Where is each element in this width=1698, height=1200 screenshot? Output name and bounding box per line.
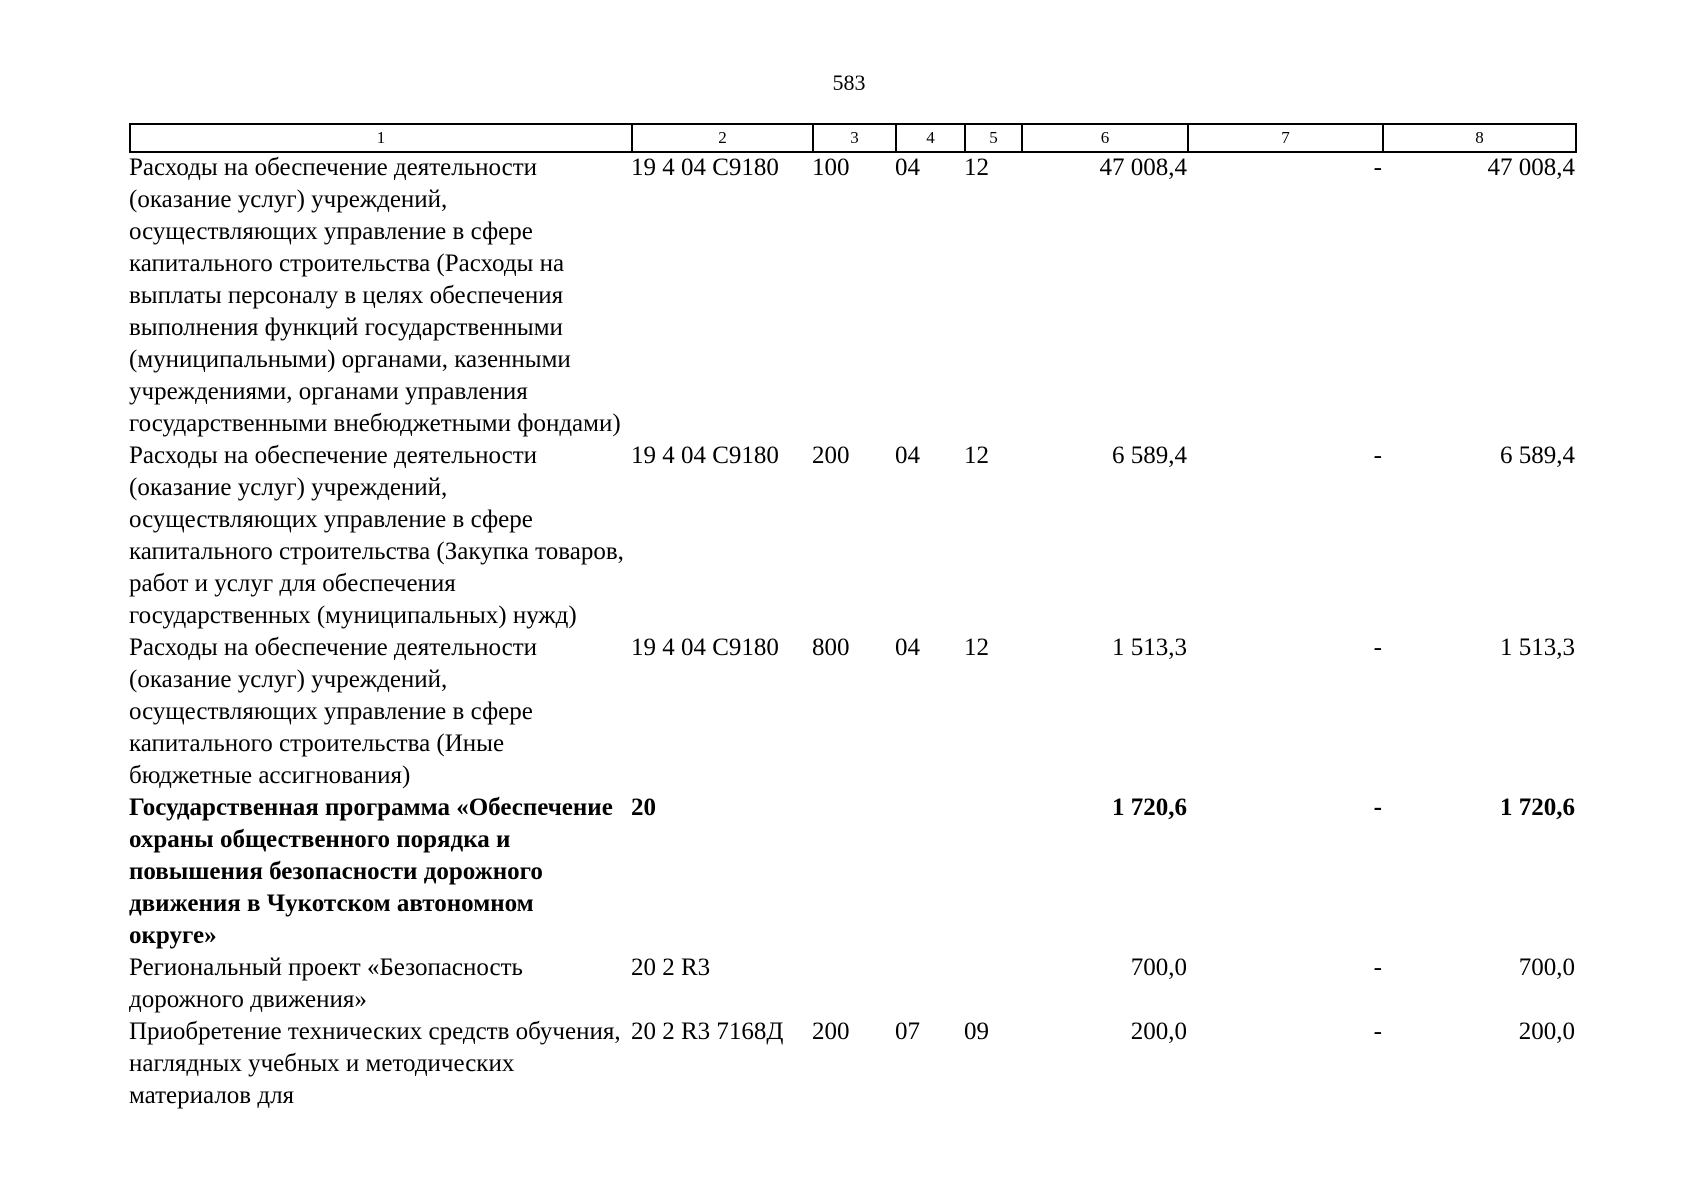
row-section: 04 xyxy=(895,154,920,181)
row-name: Расходы на обеспечение деятельности (оказание услуг) учреждений, осуществляющих управление в сфере капитального строительства (Расходы на выплаты персоналу в целях обеспечения выполнения функций государственными (муниципальными) органами, казенными учреждениями, органами управления государственными внебюджетными фондами) xyxy=(129,154,621,437)
row-subsection: 12 xyxy=(964,154,989,181)
row-target-code: 19 4 04 С9180 xyxy=(631,442,779,469)
column-number-3: 3 xyxy=(813,124,896,152)
row-target-code: 20 2 R3 7168Д xyxy=(631,1018,784,1045)
column-number-7: 7 xyxy=(1188,124,1383,152)
column-number-6: 6 xyxy=(1022,124,1188,152)
column-number-5: 5 xyxy=(965,124,1022,152)
row-target-code: 19 4 04 С9180 xyxy=(631,634,779,661)
row-amount-6: 1 513,3 xyxy=(1112,634,1187,661)
row-expense-type: 200 xyxy=(812,442,850,469)
row-subsection xyxy=(964,952,1021,1016)
budget-table xyxy=(129,152,1575,1112)
row-amount-8: 700,0 xyxy=(1518,954,1575,981)
table-row xyxy=(129,152,1575,440)
row-amount-7: - xyxy=(1373,154,1382,181)
row-amount-7: - xyxy=(1373,954,1382,981)
row-name: Государственная программа «Обеспечение охраны общественного порядка и повышения безопасности дорожного движения в Чукотском автономном округе» xyxy=(129,794,613,949)
row-expense-type: 200 xyxy=(812,1018,850,1045)
row-section: 07 xyxy=(895,1018,920,1045)
row-amount-8: 47 008,4 xyxy=(1487,154,1575,181)
row-name: Приобретение технических средств обучения, наглядных учебных и методических материалов для xyxy=(129,1018,621,1109)
column-number-8: 8 xyxy=(1383,124,1576,152)
row-expense-type: 100 xyxy=(812,154,850,181)
table-row xyxy=(129,792,1575,952)
row-expense-type xyxy=(812,952,895,1016)
row-target-code: 20 2 R3 xyxy=(631,954,711,981)
row-amount-8: 6 589,4 xyxy=(1500,442,1575,469)
row-amount-7: - xyxy=(1373,634,1382,661)
row-section xyxy=(895,952,964,1016)
table-row xyxy=(129,1016,1575,1112)
row-amount-6: 200,0 xyxy=(1130,1018,1187,1045)
row-amount-6: 1 720,6 xyxy=(1112,794,1187,821)
row-expense-type: 800 xyxy=(812,634,850,661)
row-name: Региональный проект «Безопасность дорожного движения» xyxy=(129,954,523,1013)
column-number-4: 4 xyxy=(896,124,965,152)
row-name: Расходы на обеспечение деятельности (оказание услуг) учреждений, осуществляющих управление в сфере капитального строительства (Иные бюджетные ассигнования) xyxy=(129,634,538,789)
row-subsection: 12 xyxy=(964,442,989,469)
column-header-row xyxy=(129,123,1577,153)
row-target-code: 19 4 04 С9180 xyxy=(631,154,779,181)
row-section: 04 xyxy=(895,442,920,469)
row-amount-7: - xyxy=(1373,794,1382,821)
row-section xyxy=(895,792,964,952)
page-number: 583 xyxy=(832,70,866,95)
row-amount-8: 1 720,6 xyxy=(1500,794,1575,821)
row-section: 04 xyxy=(895,634,920,661)
row-amount-6: 47 008,4 xyxy=(1099,154,1187,181)
row-target-code: 20 xyxy=(631,794,656,821)
row-amount-6: 6 589,4 xyxy=(1112,442,1187,469)
column-number-1: 1 xyxy=(130,124,632,152)
row-amount-8: 1 513,3 xyxy=(1500,634,1575,661)
row-name: Расходы на обеспечение деятельности (оказание услуг) учреждений, осуществляющих управление в сфере капитального строительства (Закупка товаров, работ и услуг для обеспечения государственных (муниципальных) нужд) xyxy=(129,442,624,629)
row-amount-6: 700,0 xyxy=(1130,954,1187,981)
row-subsection: 12 xyxy=(964,634,989,661)
column-number-2: 2 xyxy=(632,124,813,152)
table-row xyxy=(129,632,1575,792)
row-subsection: 09 xyxy=(964,1018,989,1045)
row-amount-7: - xyxy=(1373,1018,1382,1045)
row-expense-type xyxy=(812,792,895,952)
row-amount-8: 200,0 xyxy=(1518,1018,1575,1045)
row-subsection xyxy=(964,792,1021,952)
table-row xyxy=(129,440,1575,632)
table-row xyxy=(129,952,1575,1016)
row-amount-7: - xyxy=(1373,442,1382,469)
